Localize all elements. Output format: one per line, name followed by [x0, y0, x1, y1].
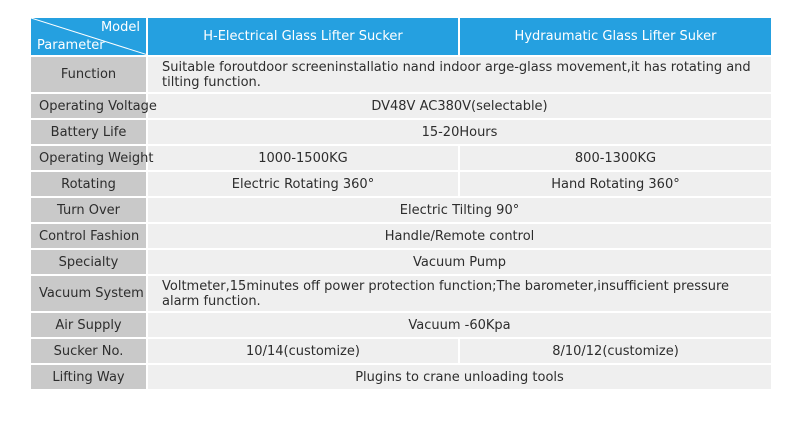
- row-value-electrical: 1000-1500KG: [148, 146, 460, 172]
- row-label: Operating Weight: [31, 146, 148, 172]
- table-row-operating-voltage: [31, 94, 771, 120]
- row-value-hydraumatic: 800-1300KG: [460, 146, 771, 172]
- row-value-electrical: Electric Rotating 360°: [148, 172, 460, 198]
- row-value: Handle/Remote control: [148, 224, 771, 250]
- table-row-control-fashion: [31, 224, 771, 250]
- row-value-electrical: 10/14(customize): [148, 339, 460, 365]
- table-row-operating-weight: [31, 146, 771, 172]
- spec-table-container: [31, 18, 771, 391]
- row-value-hydraumatic: Hand Rotating 360°: [460, 172, 771, 198]
- row-label: Vacuum System: [31, 276, 148, 313]
- parameter-label: Parameter: [37, 38, 105, 53]
- table-row-turn-over: [31, 198, 771, 224]
- row-value: Vacuum Pump: [148, 250, 771, 276]
- table-row-battery-life: [31, 120, 771, 146]
- table-row-rotating: [31, 172, 771, 198]
- row-value: 15-20Hours: [148, 120, 771, 146]
- row-label: Specialty: [31, 250, 148, 276]
- row-label: Sucker No.: [31, 339, 148, 365]
- table-row-specialty: [31, 250, 771, 276]
- spec-table: [31, 18, 771, 391]
- table-row-lifting-way: [31, 365, 771, 391]
- model-label: Model: [100, 20, 140, 35]
- table-row-function: [31, 57, 771, 94]
- row-label: Battery Life: [31, 120, 148, 146]
- row-label: Function: [31, 57, 148, 94]
- header-corner-cell: [31, 18, 148, 57]
- row-value: Vacuum -60Kpa: [148, 313, 771, 339]
- row-value: Voltmeter,15minutes off power protection function;The barometer,insufficient pressure alarm function.: [148, 276, 771, 313]
- row-label: Lifting Way: [31, 365, 148, 391]
- table-row-air-supply: [31, 313, 771, 339]
- table-row-sucker-no: [31, 339, 771, 365]
- row-label: Operating Voltage: [31, 94, 148, 120]
- column-header-hydraumatic: Hydraumatic Glass Lifter Suker: [460, 18, 771, 57]
- row-label: Air Supply: [31, 313, 148, 339]
- row-label: Control Fashion: [31, 224, 148, 250]
- row-value: Electric Tilting 90°: [148, 198, 771, 224]
- row-value: Plugins to crane unloading tools: [148, 365, 771, 391]
- table-row-vacuum-system: [31, 276, 771, 313]
- row-value-hydraumatic: 8/10/12(customize): [460, 339, 771, 365]
- row-label: Turn Over: [31, 198, 148, 224]
- column-header-electrical: H-Electrical Glass Lifter Sucker: [148, 18, 460, 57]
- table-header-row: [31, 18, 771, 57]
- row-value: Suitable foroutdoor screeninstallatio nand indoor arge-glass movement,it has rotating and tilting function.: [148, 57, 771, 94]
- row-label: Rotating: [31, 172, 148, 198]
- row-value: DV48V AC380V(selectable): [148, 94, 771, 120]
